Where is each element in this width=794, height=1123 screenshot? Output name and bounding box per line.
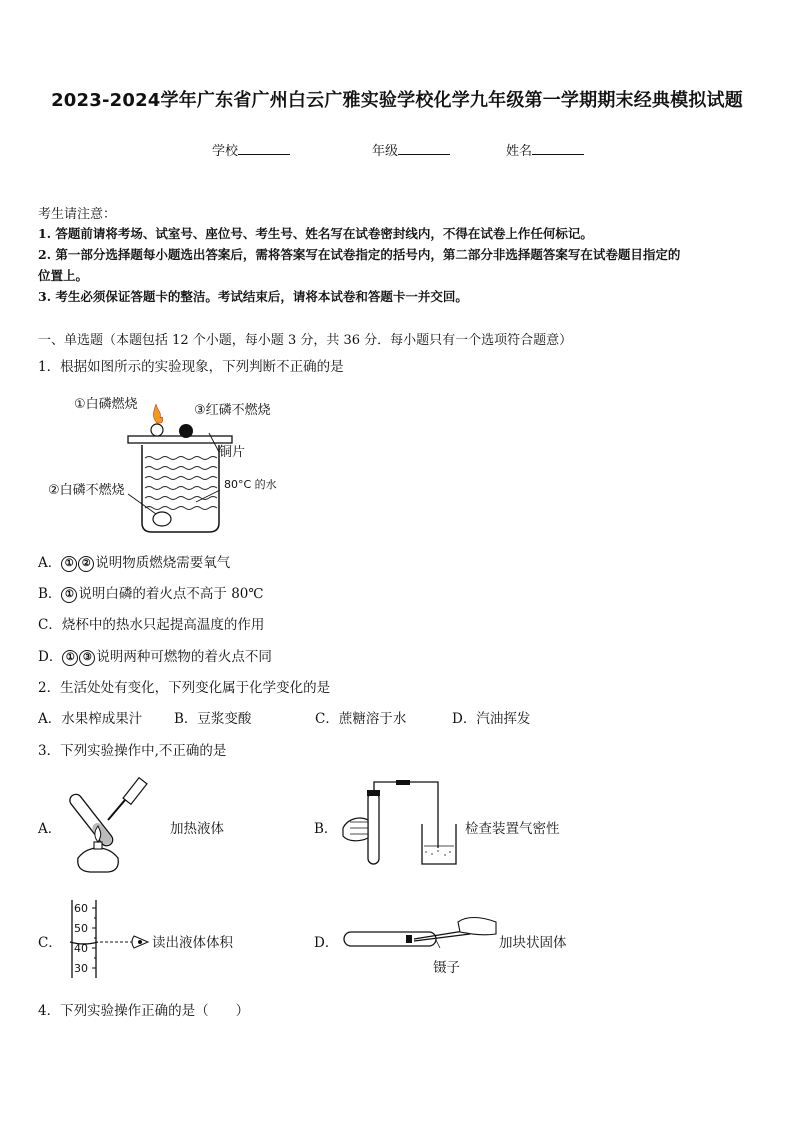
test-tube — [344, 932, 436, 946]
name-label: 姓名 — [506, 144, 533, 159]
heating-liquid-figure — [60, 776, 170, 876]
grade-label: 年级 — [372, 144, 399, 159]
notice-item-3: 3. 考生必须保证答题卡的整洁。考试结束后，请将本试卷和答题卡一并交回。 — [38, 289, 468, 304]
mark-1: ① — [61, 556, 77, 572]
beaker-shape — [422, 824, 456, 864]
school-blank — [238, 142, 290, 155]
add-solid-figure — [340, 912, 500, 952]
school-field — [212, 140, 290, 159]
tick-50: 50 — [74, 922, 88, 935]
q3-b-label: 检查装置气密性 — [465, 821, 560, 837]
grade-field — [372, 140, 450, 159]
graduated-cylinder-figure — [62, 896, 152, 980]
tick-60: 60 — [74, 902, 88, 915]
q3-stem: 3．下列实验操作中,不正确的是 — [38, 743, 227, 759]
mark-2: ② — [78, 556, 94, 572]
mark-1: ① — [62, 650, 78, 666]
q1-label-3: ③红磷不燃烧 — [194, 403, 271, 418]
q1-option-a[interactable]: A． ① ② 说明物质燃烧需要氧气 — [38, 555, 231, 571]
q3-option-c-letter[interactable]: C． — [38, 935, 62, 951]
flame-icon — [153, 404, 162, 423]
mark-3: ③ — [79, 650, 95, 666]
q3-d-label: 加块状固体 — [499, 935, 567, 951]
q2-option-c[interactable]: C．蔗糖溶于水 — [315, 711, 407, 727]
q1-option-b[interactable]: B． ① 说明白磷的着火点不高于 80℃ — [38, 586, 264, 602]
solid-block — [406, 935, 412, 943]
test-tube — [67, 792, 115, 848]
name-blank — [532, 142, 584, 155]
q2-option-d[interactable]: D．汽油挥发 — [452, 711, 531, 727]
q2-stem: 2．生活处处有变化，下列变化属于化学变化的是 — [38, 680, 331, 696]
q4-stem: 4．下列实验操作正确的是（ ） — [38, 1003, 250, 1019]
white-phosphorus-burning — [151, 424, 163, 436]
notice-item-2-cont: 位置上。 — [38, 268, 89, 283]
q2-option-b[interactable]: B．豆浆变酸 — [174, 711, 252, 727]
q2-option-a[interactable]: A．水果榨成果汁 — [38, 711, 143, 727]
q1-option-d[interactable]: D． ① ③ 说明两种可燃物的着火点不同 — [38, 649, 272, 665]
alcohol-lamp — [78, 848, 119, 872]
q1-label-1: ①白磷燃烧 — [74, 397, 138, 412]
notice-item-1: 1. 答题前请将考场、试室号、座位号、考生号、姓名写在试卷密封线内，不得在试卷上作任何标记。 — [38, 226, 593, 241]
notice-item-2: 2. 第一部分选择题每小题选出答案后，需将答案写在试卷指定的括号内，第二部分非选择题答案写在试卷题目指定的 — [38, 247, 681, 262]
section-heading: 一、单选题（本题包括 12 个小题，每小题 3 分，共 36 分．每小题只有一个选项符合题意） — [38, 333, 573, 348]
tick-40: 40 — [74, 942, 88, 955]
q1-option-c[interactable]: C．烧杯中的热水只起提高温度的作用 — [38, 617, 265, 633]
test-tube — [368, 792, 379, 864]
copper-plate — [128, 436, 232, 443]
notice-heading: 考生请注意： — [38, 207, 117, 222]
name-field — [506, 140, 584, 159]
page-title: 2023-2024学年广东省广州白云广雅实验学校化学九年级第一学期期末经典模拟试题 — [51, 90, 743, 111]
tick-30: 30 — [74, 962, 88, 975]
q3-a-label: 加热液体 — [170, 821, 224, 837]
q1-label-water: 80°C 的水 — [224, 478, 277, 491]
water-lines — [145, 457, 217, 510]
grade-blank — [398, 142, 450, 155]
airtightness-figure — [338, 778, 463, 870]
mark-1: ① — [61, 587, 77, 603]
hand-icon — [343, 818, 368, 841]
q1-figure — [44, 390, 304, 540]
q1-label-2: ②白磷不燃烧 — [48, 483, 125, 498]
q3-option-d-letter[interactable]: D． — [314, 935, 339, 951]
q3-option-b-letter[interactable]: B． — [314, 821, 338, 837]
red-phosphorus — [179, 424, 193, 438]
q3-d-tool-label: 镊子 — [433, 960, 460, 976]
school-label: 学校 — [212, 144, 239, 159]
hand-icon — [458, 918, 496, 935]
q3-c-label: 读出液体体积 — [152, 935, 233, 951]
q1-stem: 1．根据如图所示的实验现象，下列判断不正确的是 — [38, 359, 344, 375]
q1-label-copper: 铜片 — [219, 445, 246, 460]
q3-option-a-letter[interactable]: A． — [38, 821, 62, 837]
